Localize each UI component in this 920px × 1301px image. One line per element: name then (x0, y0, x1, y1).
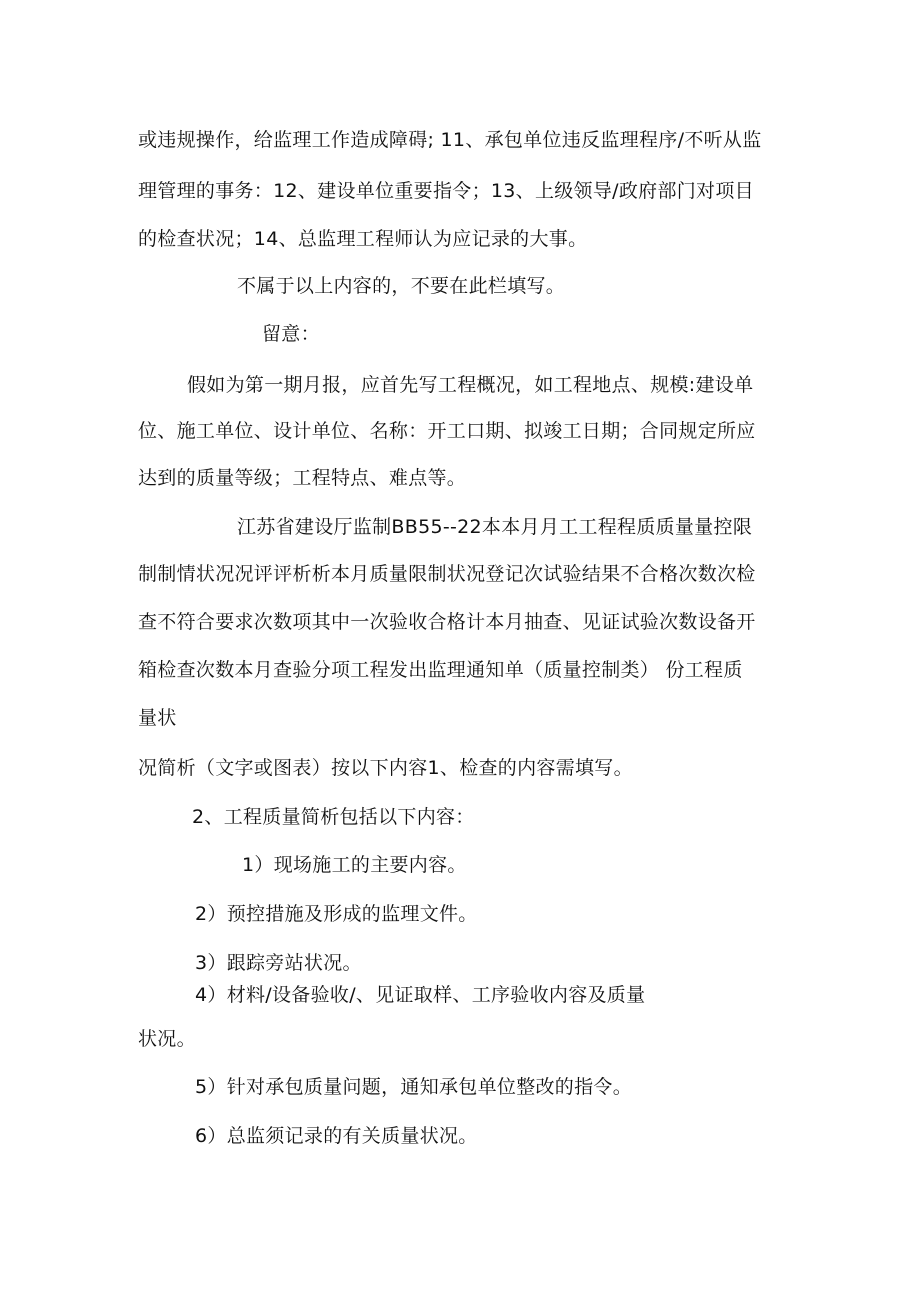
text-line-14: 况简析（文字或图表）按以下内容1、检查的内容需填写。 (138, 757, 633, 779)
text-line-15: 2、工程质量简析包括以下内容： (192, 806, 475, 828)
text-line-22: 6）总监须记录的有关质量状况。 (195, 1125, 478, 1147)
text-line-3: 的检查状况；14、总监理工程师认为应记录的大事。 (138, 228, 588, 250)
text-line-5: 留意： (262, 323, 320, 345)
text-line-6: 假如为第一期月报，应首先写工程概况，如工程地点、规模:建设单 (187, 374, 754, 396)
text-line-12: 箱检查次数本月查验分项工程发出监理通知单（质量控制类） 份工程质 (138, 659, 743, 681)
text-line-1: 或违规操作，给监理工作造成障碍; 11、承包单位违反监理程序/不听从监 (138, 129, 762, 151)
text-line-4: 不属于以上内容的，不要在此栏填写。 (237, 275, 566, 297)
text-line-10: 制制情状况况评评析析本月质量限制状况登记次试验结果不合格次数次检 (138, 563, 756, 585)
text-line-13: 量状 (138, 707, 177, 729)
text-line-2: 理管理的事务：12、建设单位重要指令；13、上级领导/政府部门对项目 (138, 180, 754, 202)
text-line-19: 4）材料/设备验收/、见证取样、工序验收内容及质量 (195, 984, 646, 1006)
text-line-20: 状况。 (138, 1028, 196, 1050)
text-line-7: 位、施工单位、设计单位、名称：开工口期、拟竣工日期；合同规定所应 (138, 420, 756, 442)
text-line-11: 查不符合要求次数项其中一次验收合格计本月抽查、见证试验次数设备开 (138, 611, 756, 633)
text-line-9: 江苏省建设厅监制BB55--22本本月月工工程程质质量量控限 (237, 516, 753, 538)
text-line-18: 3）跟踪旁站状况。 (195, 952, 362, 974)
text-line-21: 5）针对承包质量问题，通知承包单位整改的指令。 (195, 1076, 632, 1098)
text-line-8: 达到的质量等级；工程特点、难点等。 (138, 467, 467, 489)
text-line-16: 1）现场施工的主要内容。 (242, 854, 467, 876)
text-line-17: 2）预控措施及形成的监理文件。 (195, 903, 478, 925)
